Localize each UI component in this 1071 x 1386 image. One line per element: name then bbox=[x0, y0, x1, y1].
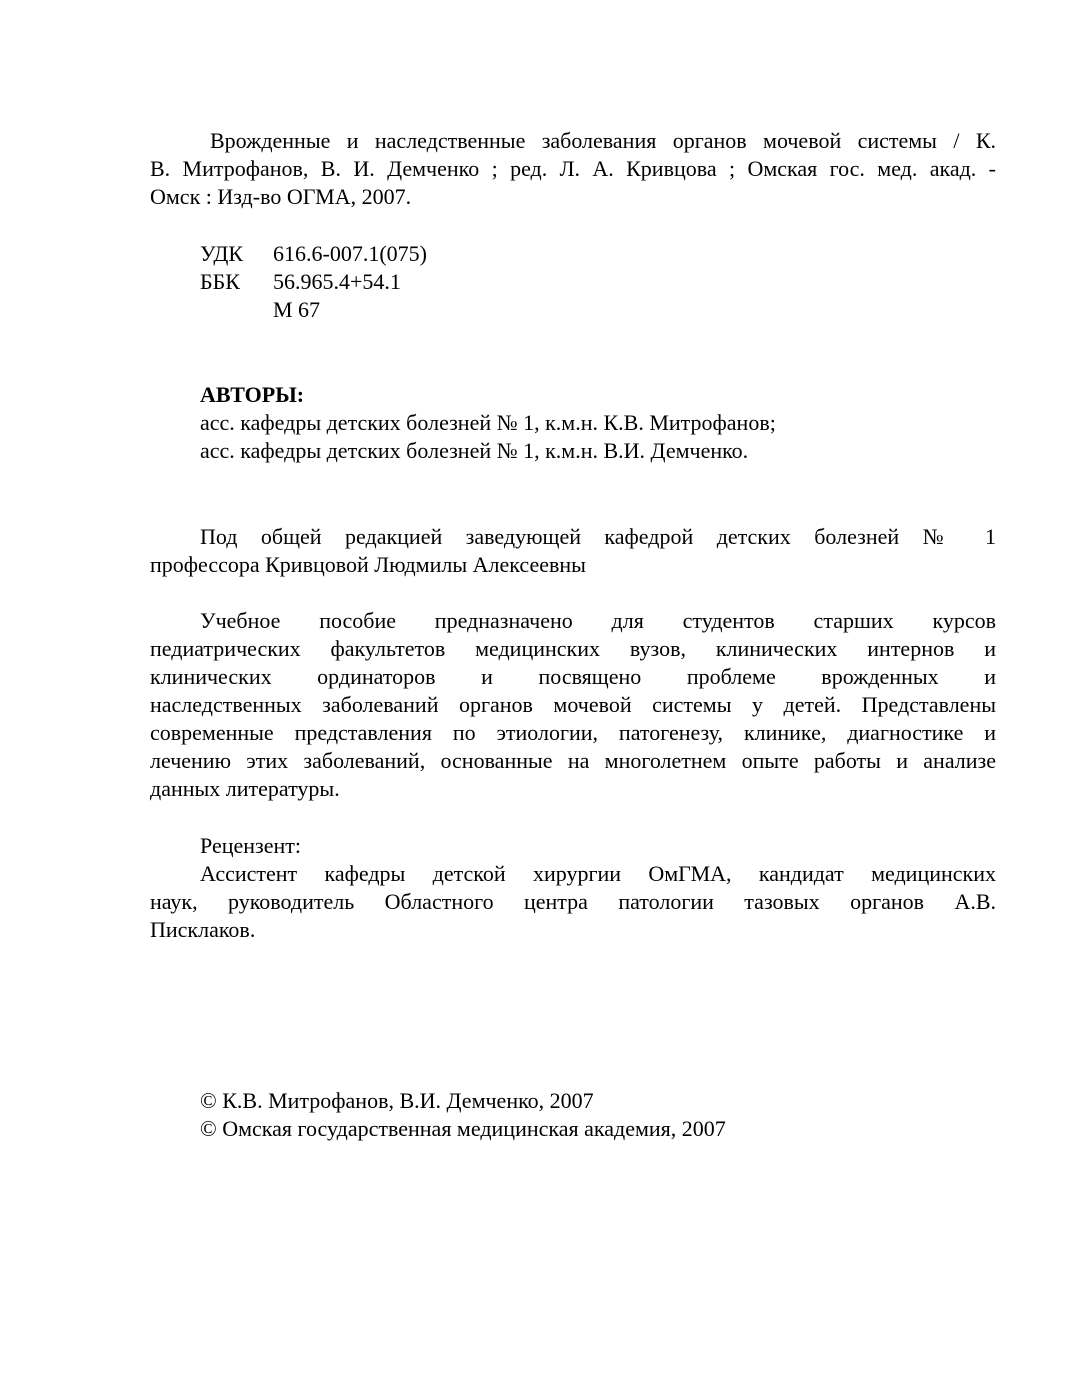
authors-heading: АВТОРЫ: bbox=[200, 382, 305, 407]
citation-line: В. Митрофанов, В. И. Демченко ; ред. Л. А. Кривцова ; Омская гос. мед. акад. - bbox=[150, 156, 996, 181]
authors-section bbox=[200, 381, 996, 465]
classification-value: 616.6-007.1(075) bbox=[273, 241, 427, 266]
classification-label bbox=[200, 296, 273, 324]
description-paragraph bbox=[150, 607, 996, 803]
reviewer-line: Писклаков. bbox=[150, 917, 256, 942]
editor-line: Под общей редакцией заведующей кафедрой детских болезней № 1 bbox=[200, 524, 996, 549]
description-line: педиатрических факультетов медицинских вузов, клинических интернов и bbox=[150, 636, 996, 661]
copyright-line: © Омская государственная медицинская академия, 2007 bbox=[200, 1116, 726, 1141]
classification-label: УДК bbox=[200, 241, 244, 266]
editor-note bbox=[150, 523, 996, 579]
citation-line: Омск : Изд-во ОГМА, 2007. bbox=[150, 184, 412, 209]
copyright-line: © К.В. Митрофанов, В.И. Демченко, 2007 bbox=[200, 1088, 594, 1113]
author-line: асс. кафедры детских болезней № 1, к.м.н. К.В. Митрофанов; bbox=[200, 410, 776, 435]
copyright-section bbox=[200, 1087, 996, 1143]
description-line: Учебное пособие предназначено для студентов старших курсов bbox=[200, 608, 996, 633]
classification-row-author-mark bbox=[200, 296, 600, 324]
author-line: асс. кафедры детских болезней № 1, к.м.н. В.И. Демченко. bbox=[200, 438, 749, 463]
description-line: лечению этих заболеваний, основанные на многолетнем опыте работы и анализе bbox=[150, 748, 996, 773]
reviewer-line: Ассистент кафедры детской хирургии ОмГМА, кандидат медицинских bbox=[200, 861, 996, 886]
classification-label: ББК bbox=[200, 269, 240, 294]
classification-row-bbk bbox=[200, 268, 600, 296]
citation-line: Врожденные и наследственные заболевания органов мочевой системы / К. bbox=[210, 128, 996, 153]
bibliographic-citation bbox=[150, 127, 996, 211]
reviewer-heading: Рецензент: bbox=[200, 833, 301, 858]
reviewer-line: наук, руководитель Областного центра патологии тазовых органов А.В. bbox=[150, 889, 996, 914]
description-line: современные представления по этиологии, патогенезу, клинике, диагностике и bbox=[150, 720, 996, 745]
description-line: клинических ординаторов и посвящено проблеме врожденных и bbox=[150, 664, 996, 689]
classification-value: 56.965.4+54.1 bbox=[273, 269, 401, 294]
editor-line: профессора Кривцовой Людмилы Алексеевны bbox=[150, 552, 586, 577]
reviewer-section bbox=[150, 832, 996, 944]
description-line: данных литературы. bbox=[150, 776, 340, 801]
classification-value: М 67 bbox=[273, 297, 321, 322]
classification-codes bbox=[200, 240, 600, 324]
classification-row-udk bbox=[200, 240, 600, 268]
description-line: наследственных заболеваний органов мочевой системы у детей. Представлены bbox=[150, 692, 996, 717]
